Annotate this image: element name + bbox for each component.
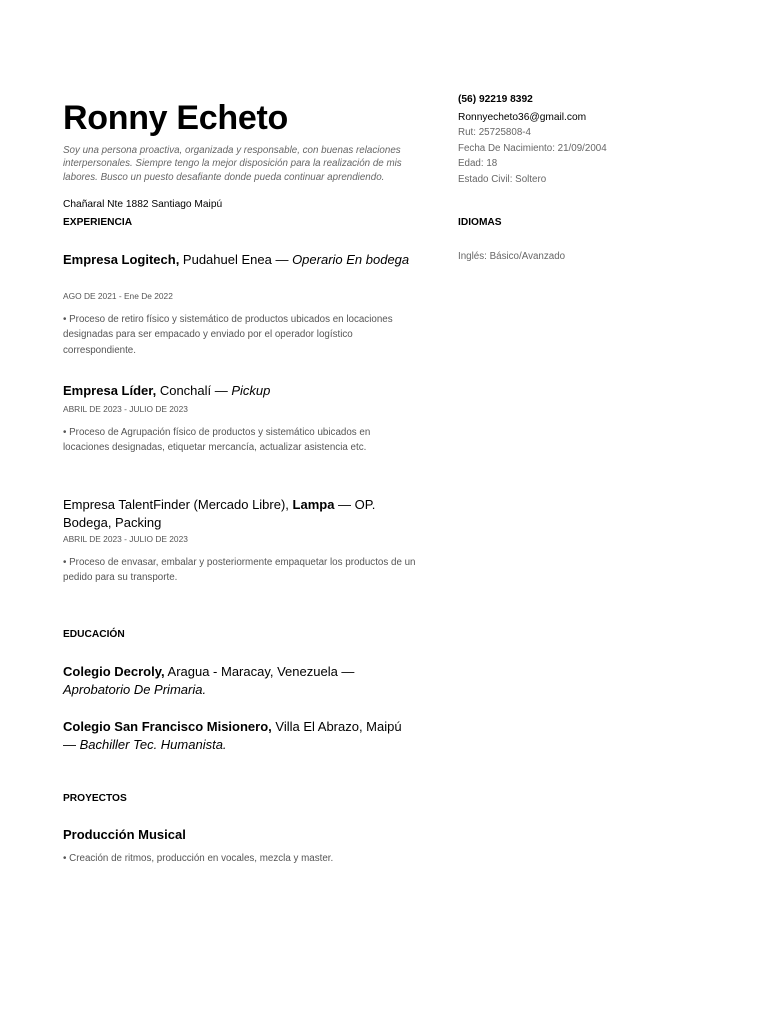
contact-block (458, 93, 718, 188)
school-name: Colegio Decroly, (63, 664, 165, 679)
education-entry-1 (63, 663, 418, 699)
job-role: Pickup (231, 383, 271, 398)
experience-heading: EXPERIENCIA (63, 217, 133, 228)
job-location: Conchalí — (156, 383, 232, 398)
job-dates-3: ABRIL DE 2023 - JULIO DE 2023 (63, 534, 188, 544)
languages-heading: IDIOMAS (458, 217, 502, 228)
civil-status: Estado Civil: Soltero (458, 174, 547, 186)
job-company: Empresa Líder, (63, 383, 157, 398)
phone-number: (56) 92219 8392 (458, 94, 533, 105)
job-description-2: • Proceso de Agrupación físico de productos y sistemático ubicados en locaciones designadas, etiquetar mercancía, actualizar asistencia etc. (63, 427, 371, 454)
job-company: Empresa TalentFinder (Mercado Libre), (63, 497, 293, 512)
job-title-1 (63, 251, 418, 269)
education-heading: EDUCACIÓN (63, 629, 125, 640)
project-title (63, 826, 418, 844)
rut: Rut: 25725808-4 (458, 127, 531, 138)
project-description: • Creación de ritmos, producción en vocales, mezcla y master. (63, 853, 334, 864)
job-title-2 (63, 382, 418, 400)
school-degree: Bachiller Tec. Humanista. (79, 737, 227, 752)
school-degree: Aprobatorio De Primaria. (63, 682, 207, 697)
job-description-1: • Proceso de retiro físico y sistemático de productos ubicados en locaciones designadas para ser empacado y enviado por el operador logístico correspondiente. (63, 314, 393, 356)
job-role: — OP. Bodega, Packing (63, 497, 376, 530)
job-role: Operario En bodega (292, 252, 410, 267)
school-location: Villa El Abrazo, Maipú — (63, 719, 402, 752)
school-location: Aragua - Maracay, Venezuela — (164, 664, 355, 679)
profile-summary: Soy una persona proactiva, organizada y responsable, con buenas relaciones interpersonales. Siempre tengo la mejor disposición para la realización de mis labores. Busco un puesto desafiante donde pueda continuar aprendiendo. (63, 145, 402, 183)
job-location: Lampa (292, 497, 335, 512)
candidate-name: Ronny Echeto (63, 99, 288, 137)
age: Edad: 18 (458, 158, 498, 170)
job-description-3: • Proceso de envasar, embalar y posteriormente empaquetar los productos de un pedido para su transporte. (63, 557, 416, 584)
job-title-3 (63, 496, 418, 532)
job-company: Empresa Logitech, (63, 252, 180, 267)
language-item: Inglés: Básico/Avanzado (458, 251, 566, 262)
projects-heading: PROYECTOS (63, 793, 127, 804)
job-location: Pudahuel Enea — (179, 252, 293, 267)
email-address: Ronnyecheto36@gmail.com (458, 112, 587, 123)
job-dates-2: ABRIL DE 2023 - JULIO DE 2023 (63, 404, 188, 414)
school-name: Colegio San Francisco Misionero, (63, 719, 272, 734)
education-entry-2 (63, 718, 418, 754)
address: Chañaral Nte 1882 Santiago Maipú (63, 199, 223, 210)
job-dates-1: AGO DE 2021 - Ene De 2022 (63, 291, 173, 301)
project-name: Producción Musical (63, 827, 186, 842)
birth-date: Fecha De Nacimiento: 21/09/2004 (458, 142, 607, 154)
